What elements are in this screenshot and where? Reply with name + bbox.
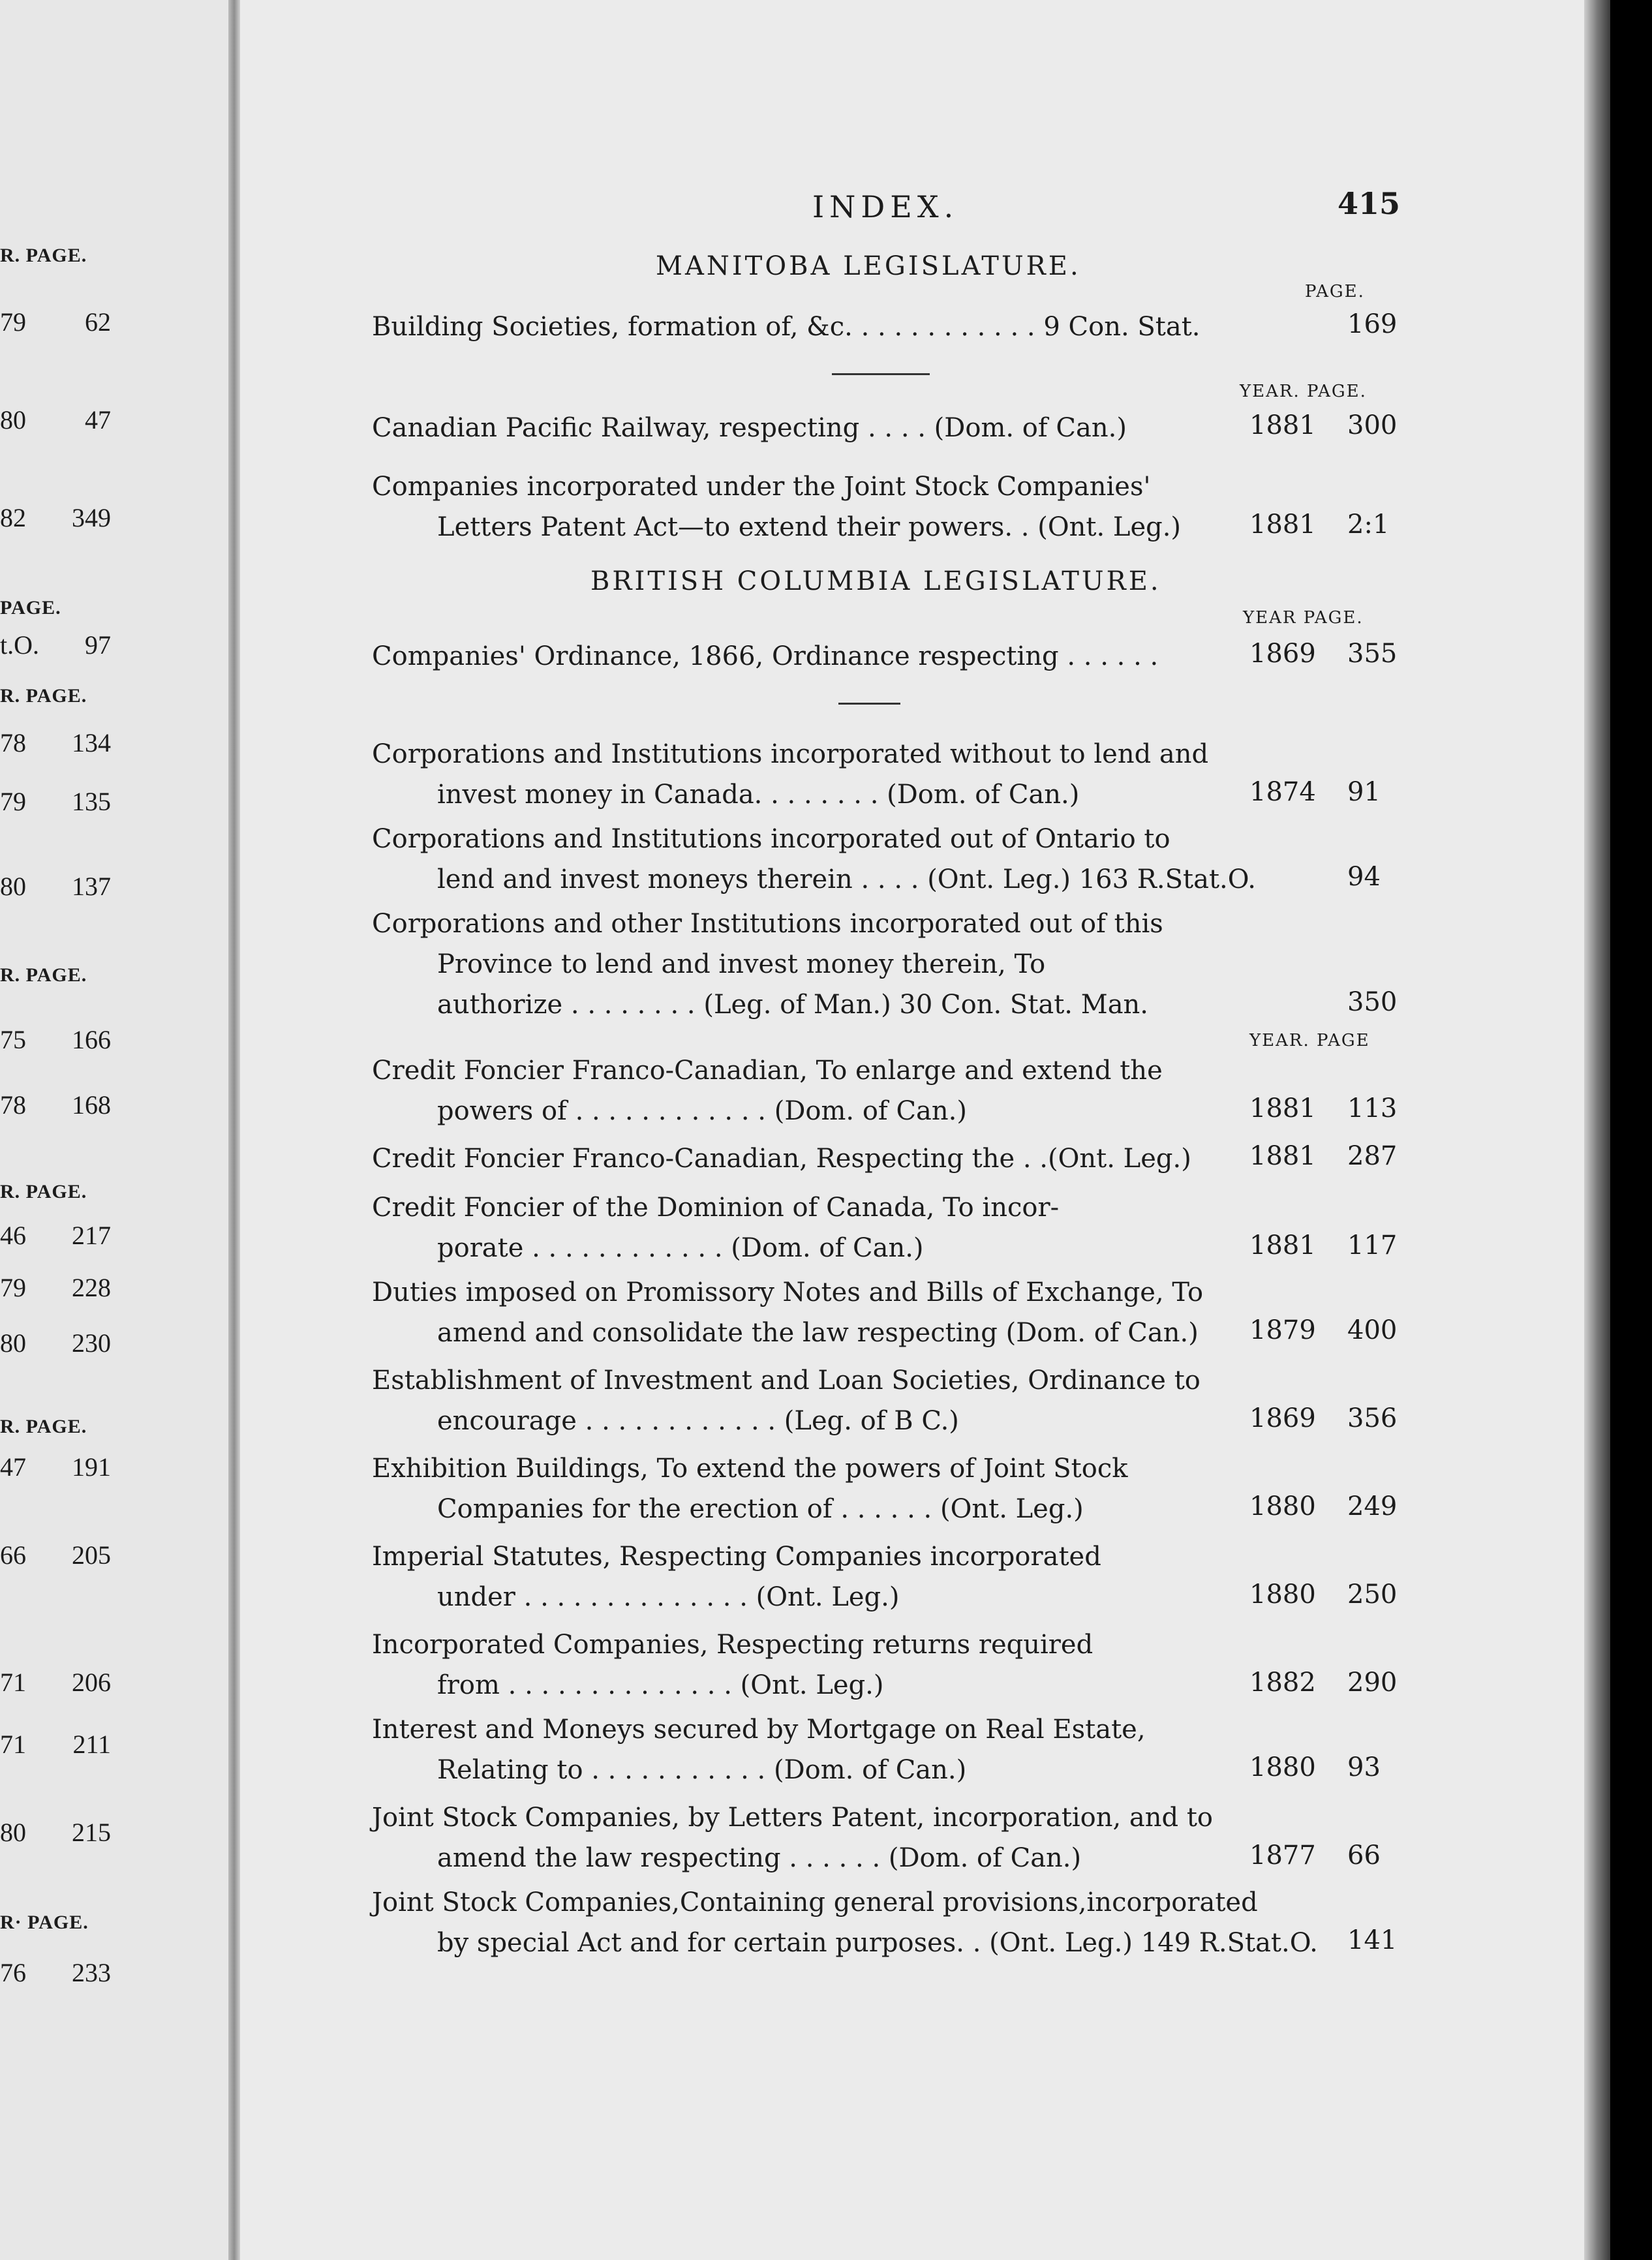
index-entry bbox=[372, 1272, 1227, 1353]
entry-page: 117 bbox=[1347, 1230, 1398, 1260]
entry-year: 1880 bbox=[1249, 1491, 1316, 1521]
section-heading-british-columbia: BRITISH COLUMBIA LEGISLATURE. bbox=[590, 566, 1161, 596]
entry-text-line: authorize . . . . . . . . (Leg. of Man.) 30 Con. Stat. Man. bbox=[437, 990, 1149, 1020]
column-head-year-page: YEAR. PAGE. bbox=[1240, 382, 1367, 401]
index-entry bbox=[372, 1536, 1227, 1617]
entry-page: 93 bbox=[1347, 1752, 1381, 1782]
entry-year: 1881 bbox=[1249, 1141, 1316, 1171]
entry-text-line: Incorporated Companies, Respecting returns required bbox=[372, 1630, 1094, 1660]
entry-text-line: Canadian Pacific Railway, respecting . . . . (Dom. of Can.) bbox=[372, 413, 1127, 443]
left-index-row bbox=[0, 630, 111, 660]
left-year-value: 66 bbox=[0, 1540, 26, 1570]
entry-text-line: Exhibition Buildings, To extend the powers of Joint Stock bbox=[372, 1454, 1128, 1484]
left-column-head: R. PAGE. bbox=[0, 1416, 87, 1437]
entry-year: 1877 bbox=[1249, 1840, 1316, 1871]
left-year-value: 79 bbox=[0, 307, 26, 337]
left-page-value: 211 bbox=[72, 1730, 111, 1759]
entry-year: 1881 bbox=[1249, 1093, 1316, 1123]
entry-page: 91 bbox=[1347, 777, 1381, 807]
left-year-value: 46 bbox=[0, 1221, 26, 1250]
entry-page: 290 bbox=[1347, 1668, 1398, 1698]
entry-page: 2:1 bbox=[1347, 510, 1390, 540]
left-column-head: R. PAGE. bbox=[0, 245, 87, 266]
index-entry bbox=[372, 1448, 1227, 1529]
book-fold bbox=[228, 0, 240, 2260]
entry-page: 249 bbox=[1347, 1491, 1398, 1521]
left-year-value: 71 bbox=[0, 1730, 26, 1759]
entry-text-line: Letters Patent Act—to extend their powers. . (Ont. Leg.) bbox=[437, 512, 1182, 542]
entry-page: 66 bbox=[1347, 1840, 1381, 1871]
entry-text-line: Relating to . . . . . . . . . . . (Dom. of Can.) bbox=[437, 1755, 967, 1785]
left-column-head: R· PAGE. bbox=[0, 1912, 89, 1933]
left-page-value: 215 bbox=[72, 1818, 111, 1847]
entry-text-line: under . . . . . . . . . . . . . . (Ont. Leg.) bbox=[437, 1582, 900, 1612]
entry-text-line: powers of . . . . . . . . . . . . (Dom. of Can.) bbox=[437, 1096, 967, 1126]
left-year-value: 82 bbox=[0, 503, 26, 532]
left-index-row bbox=[0, 1024, 111, 1055]
column-head-year-page-2: YEAR. PAGE bbox=[1249, 1031, 1370, 1050]
entry-text-line: Joint Stock Companies, by Letters Patent, incorporation, and to bbox=[372, 1803, 1213, 1833]
divider-rule bbox=[838, 703, 900, 705]
index-entry bbox=[372, 408, 1227, 448]
index-entry bbox=[372, 1882, 1318, 1963]
left-page-value: 168 bbox=[72, 1090, 111, 1120]
entry-text-line: Imperial Statutes, Respecting Companies incorporated bbox=[372, 1542, 1101, 1572]
entry-year: 1881 bbox=[1249, 510, 1316, 540]
page-title: INDEX. bbox=[812, 189, 959, 224]
left-column-head: PAGE. bbox=[0, 597, 61, 618]
divider-rule bbox=[832, 373, 930, 375]
entry-text-line: Joint Stock Companies,Containing general provisions,incorporated bbox=[372, 1887, 1258, 1917]
page-edge bbox=[1584, 0, 1610, 2260]
left-page-value: 230 bbox=[72, 1328, 111, 1358]
left-page-value: 191 bbox=[72, 1452, 111, 1482]
page-number: 415 bbox=[1338, 186, 1401, 221]
entry-text-line: amend the law respecting . . . . . . (Dom. of Can.) bbox=[437, 1843, 1082, 1873]
entry-page: 250 bbox=[1347, 1580, 1398, 1610]
left-year-value: 80 bbox=[0, 1328, 26, 1358]
left-year-value: 80 bbox=[0, 405, 26, 435]
column-head-year-page-bc: YEAR PAGE. bbox=[1243, 608, 1364, 628]
index-entry bbox=[372, 1138, 1227, 1179]
left-page-fragment bbox=[0, 0, 235, 2260]
left-year-value: 79 bbox=[0, 1273, 26, 1302]
left-year-value: 71 bbox=[0, 1668, 26, 1697]
left-year-value: t.O. bbox=[0, 630, 39, 660]
entry-text-line: Credit Foncier Franco-Canadian, Respecting the . .(Ont. Leg.) bbox=[372, 1144, 1191, 1174]
entry-text-line: Establishment of Investment and Loan Societies, Ordinance to bbox=[372, 1366, 1201, 1396]
left-year-value: 78 bbox=[0, 728, 26, 757]
entry-text-line: Companies incorporated under the Joint Stock Companies' bbox=[372, 472, 1151, 502]
left-page-value: 206 bbox=[72, 1668, 111, 1697]
entry-text-line: lend and invest moneys therein . . . . (Ont. Leg.) 163 R.Stat.O. bbox=[437, 864, 1256, 894]
left-page-value: 137 bbox=[72, 872, 111, 901]
left-page-value: 135 bbox=[72, 787, 111, 816]
index-entry bbox=[372, 1187, 1227, 1268]
entry-text-line: encourage . . . . . . . . . . . . (Leg. of B C.) bbox=[437, 1406, 959, 1436]
section-heading-manitoba: MANITOBA LEGISLATURE. bbox=[656, 251, 1081, 281]
entry-year: 1869 bbox=[1249, 1403, 1316, 1433]
left-index-row bbox=[0, 786, 111, 817]
left-column-head: R. PAGE. bbox=[0, 685, 87, 707]
entry-page: 94 bbox=[1347, 862, 1381, 892]
left-year-value: 79 bbox=[0, 787, 26, 816]
entry-text-line: amend and consolidate the law respecting (Dom. of Can.) bbox=[437, 1318, 1199, 1348]
left-year-value: 76 bbox=[0, 1958, 26, 1987]
index-entry bbox=[372, 734, 1227, 815]
left-page-value: 217 bbox=[72, 1221, 111, 1250]
entry-page: 400 bbox=[1347, 1315, 1398, 1345]
entry-text-line: from . . . . . . . . . . . . . . (Ont. Leg.) bbox=[437, 1670, 884, 1700]
left-index-row bbox=[0, 1452, 111, 1482]
entry-text-line: Credit Foncier of the Dominion of Canada, To incor- bbox=[372, 1193, 1060, 1223]
entry-text-line: Corporations and Institutions incorporated without to lend and bbox=[372, 739, 1209, 769]
left-index-row bbox=[0, 1957, 111, 1988]
left-page-value: 134 bbox=[72, 728, 111, 757]
entry-year: 1874 bbox=[1249, 777, 1316, 807]
index-entry bbox=[372, 1050, 1227, 1131]
left-index-row bbox=[0, 1272, 111, 1303]
left-index-row bbox=[0, 1328, 111, 1358]
entry-page: 356 bbox=[1347, 1403, 1398, 1433]
left-page-value: 47 bbox=[85, 405, 111, 435]
entry-page: 355 bbox=[1347, 639, 1398, 669]
entry-page: 300 bbox=[1347, 410, 1398, 440]
entry-page: 287 bbox=[1347, 1141, 1398, 1171]
entry-page: 169 bbox=[1347, 309, 1398, 339]
left-page-value: 233 bbox=[72, 1958, 111, 1987]
left-page-value: 349 bbox=[72, 503, 111, 532]
index-entry bbox=[372, 819, 1256, 900]
left-index-row bbox=[0, 307, 111, 337]
entry-page: 141 bbox=[1347, 1925, 1398, 1955]
entry-year: 1882 bbox=[1249, 1668, 1316, 1698]
entry-text-line: Corporations and Institutions incorporated out of Ontario to bbox=[372, 824, 1170, 854]
left-page-value: 228 bbox=[72, 1273, 111, 1302]
left-index-row bbox=[0, 727, 111, 758]
entry-page: 113 bbox=[1347, 1093, 1398, 1123]
entry-text-line: Interest and Moneys secured by Mortgage on Real Estate, bbox=[372, 1715, 1146, 1745]
entry-text-line: Credit Foncier Franco-Canadian, To enlarge and extend the bbox=[372, 1056, 1163, 1086]
left-index-row bbox=[0, 405, 111, 435]
left-index-row bbox=[0, 1090, 111, 1120]
entry-text-line: Companies for the erection of . . . . . . (Ont. Leg.) bbox=[437, 1494, 1084, 1524]
index-entry bbox=[372, 904, 1227, 1025]
left-year-value: 75 bbox=[0, 1025, 26, 1054]
entry-year: 1880 bbox=[1249, 1580, 1316, 1610]
index-entry bbox=[372, 1360, 1227, 1441]
entry-text-line: Building Societies, formation of, &c. . . . . . . . . . . . 9 Con. Stat. bbox=[372, 312, 1201, 342]
left-column-head: R. PAGE. bbox=[0, 964, 87, 986]
entry-year: 1869 bbox=[1249, 639, 1316, 669]
entry-page: 350 bbox=[1347, 987, 1398, 1017]
column-head-page: PAGE. bbox=[1305, 282, 1365, 301]
left-page-value: 97 bbox=[85, 630, 111, 660]
entry-text-line: Duties imposed on Promissory Notes and Bills of Exchange, To bbox=[372, 1277, 1204, 1307]
entry-text-line: by special Act and for certain purposes. . (Ont. Leg.) 149 R.Stat.O. bbox=[437, 1928, 1318, 1958]
entry-text-line: porate . . . . . . . . . . . . (Dom. of Can.) bbox=[437, 1233, 924, 1263]
left-page-value: 205 bbox=[72, 1540, 111, 1570]
entry-year: 1880 bbox=[1249, 1752, 1316, 1782]
index-entry bbox=[372, 636, 1227, 677]
left-index-row bbox=[0, 1667, 111, 1698]
entry-year: 1881 bbox=[1249, 1230, 1316, 1260]
entry-text-line: Companies' Ordinance, 1866, Ordinance respecting . . . . . . bbox=[372, 641, 1159, 671]
left-year-value: 47 bbox=[0, 1452, 26, 1482]
index-entry bbox=[372, 1625, 1227, 1705]
index-entry bbox=[372, 1709, 1227, 1790]
index-entry bbox=[372, 1797, 1227, 1878]
entry-year: 1879 bbox=[1249, 1315, 1316, 1345]
left-page-value: 166 bbox=[72, 1025, 111, 1054]
index-entry bbox=[372, 307, 1227, 347]
left-page-value: 62 bbox=[85, 307, 111, 337]
entry-text-line: Corporations and other Institutions incorporated out of this bbox=[372, 909, 1163, 939]
entry-year: 1881 bbox=[1249, 410, 1316, 440]
left-column-head: R. PAGE. bbox=[0, 1181, 87, 1202]
left-index-row bbox=[0, 502, 111, 533]
left-index-row bbox=[0, 1220, 111, 1251]
entry-text-line: Province to lend and invest money therein, To bbox=[437, 949, 1046, 979]
left-index-row bbox=[0, 1540, 111, 1570]
left-index-row bbox=[0, 1817, 111, 1848]
left-year-value: 80 bbox=[0, 872, 26, 901]
index-entry bbox=[372, 466, 1227, 547]
left-year-value: 80 bbox=[0, 1818, 26, 1847]
left-index-row bbox=[0, 871, 111, 902]
left-index-row bbox=[0, 1729, 111, 1760]
left-year-value: 78 bbox=[0, 1090, 26, 1120]
entry-text-line: invest money in Canada. . . . . . . . (Dom. of Can.) bbox=[437, 780, 1080, 810]
